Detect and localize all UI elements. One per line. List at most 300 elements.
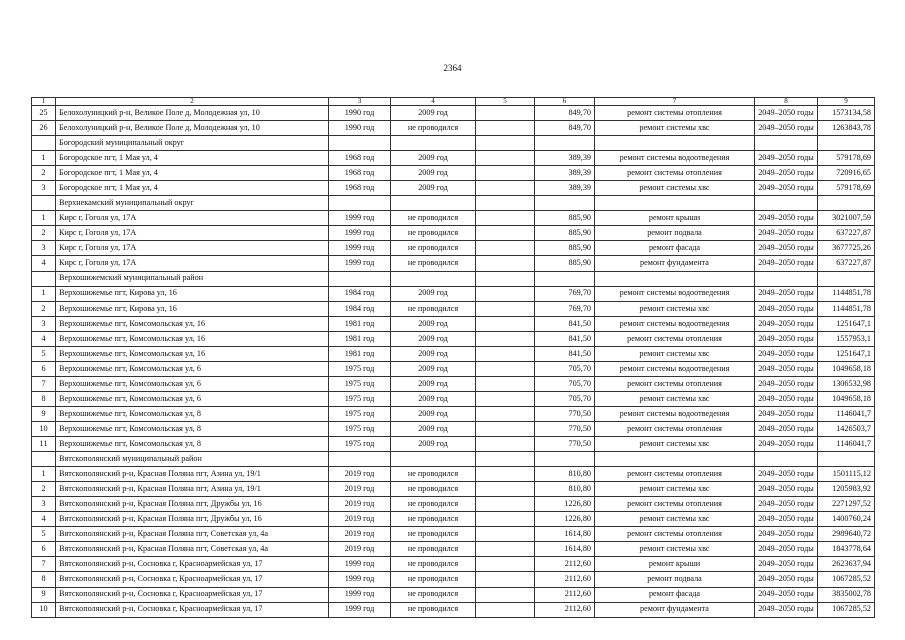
- year-cell: 1999 год: [329, 226, 391, 241]
- column-5-cell: [476, 602, 535, 617]
- column-header: 2: [56, 98, 329, 106]
- period-cell: 2049–2050 годы: [755, 181, 818, 196]
- work-type-cell: ремонт системы отопления: [595, 166, 755, 181]
- address-cell: Вятскополянский р-н, Красная Поляна пгт, Азина ул, 19/1: [56, 482, 329, 497]
- section-spacer-cell: [329, 136, 391, 151]
- cost-cell: 1049658,18: [818, 361, 875, 376]
- table-row: [32, 602, 875, 617]
- cost-cell: 579178,69: [818, 181, 875, 196]
- previous-repair-cell: не проводился: [391, 602, 476, 617]
- cost-cell: 1205983,92: [818, 482, 875, 497]
- section-spacer-cell: [391, 271, 476, 286]
- column-5-cell: [476, 226, 535, 241]
- area-cell: 2112,60: [535, 602, 595, 617]
- work-type-cell: ремонт фасада: [595, 587, 755, 602]
- row-number: 1: [32, 211, 56, 226]
- period-cell: 2049–2050 годы: [755, 241, 818, 256]
- year-cell: 1968 год: [329, 166, 391, 181]
- cost-cell: 1400760,24: [818, 512, 875, 527]
- cost-cell: 1426503,7: [818, 421, 875, 436]
- work-type-cell: ремонт системы хвс: [595, 391, 755, 406]
- year-cell: 1999 год: [329, 572, 391, 587]
- area-cell: 1614,80: [535, 542, 595, 557]
- table-row: [32, 256, 875, 271]
- previous-repair-cell: 2009 год: [391, 316, 476, 331]
- table-row: [32, 557, 875, 572]
- period-cell: 2049–2050 годы: [755, 226, 818, 241]
- row-number: 3: [32, 316, 56, 331]
- previous-repair-cell: не проводился: [391, 467, 476, 482]
- area-cell: 1614,80: [535, 527, 595, 542]
- year-cell: 2019 год: [329, 542, 391, 557]
- work-type-cell: ремонт крыши: [595, 557, 755, 572]
- address-cell: Верхошижемье пгт, Комсомольская ул, 6: [56, 361, 329, 376]
- address-cell: Белохолуницкий р-н, Великое Поле д, Молодежная ул, 10: [56, 106, 329, 121]
- area-cell: 885,90: [535, 241, 595, 256]
- row-number: 4: [32, 512, 56, 527]
- area-cell: 770,50: [535, 421, 595, 436]
- period-cell: 2049–2050 годы: [755, 527, 818, 542]
- section-spacer-cell: [32, 196, 56, 211]
- table-row: [32, 572, 875, 587]
- year-cell: 2019 год: [329, 467, 391, 482]
- row-number: 4: [32, 256, 56, 271]
- period-cell: 2049–2050 годы: [755, 376, 818, 391]
- address-cell: Верхошижемье пгт, Кирова ул, 16: [56, 301, 329, 316]
- previous-repair-cell: не проводился: [391, 256, 476, 271]
- previous-repair-cell: не проводился: [391, 482, 476, 497]
- previous-repair-cell: не проводился: [391, 226, 476, 241]
- section-spacer-cell: [329, 196, 391, 211]
- area-cell: 841,50: [535, 346, 595, 361]
- row-number: 6: [32, 361, 56, 376]
- previous-repair-cell: не проводился: [391, 572, 476, 587]
- area-cell: 885,90: [535, 256, 595, 271]
- column-header: 4: [391, 98, 476, 106]
- previous-repair-cell: 2009 год: [391, 106, 476, 121]
- cost-cell: 2989640,72: [818, 527, 875, 542]
- period-cell: 2049–2050 годы: [755, 497, 818, 512]
- row-number: 1: [32, 467, 56, 482]
- period-cell: 2049–2050 годы: [755, 316, 818, 331]
- period-cell: 2049–2050 годы: [755, 391, 818, 406]
- area-cell: 389,39: [535, 151, 595, 166]
- area-cell: 810,80: [535, 482, 595, 497]
- section-spacer-cell: [535, 452, 595, 467]
- period-cell: 2049–2050 годы: [755, 421, 818, 436]
- work-type-cell: ремонт системы отопления: [595, 331, 755, 346]
- table-row: [32, 482, 875, 497]
- address-cell: Кирс г, Гоголя ул, 17А: [56, 256, 329, 271]
- column-header: 6: [535, 98, 595, 106]
- table-row: [32, 361, 875, 376]
- table-row: [32, 497, 875, 512]
- table-row: [32, 346, 875, 361]
- row-number: 10: [32, 602, 56, 617]
- section-spacer-cell: [755, 196, 818, 211]
- area-cell: 1226,80: [535, 497, 595, 512]
- period-cell: 2049–2050 годы: [755, 467, 818, 482]
- period-cell: 2049–2050 годы: [755, 166, 818, 181]
- section-spacer-cell: [818, 136, 875, 151]
- cost-cell: 637227,87: [818, 256, 875, 271]
- table-row: [32, 316, 875, 331]
- column-5-cell: [476, 437, 535, 452]
- address-cell: Верхошижемье пгт, Комсомольская ул, 8: [56, 437, 329, 452]
- period-cell: 2049–2050 годы: [755, 211, 818, 226]
- column-5-cell: [476, 331, 535, 346]
- cost-cell: 1501115,12: [818, 467, 875, 482]
- period-cell: 2049–2050 годы: [755, 151, 818, 166]
- table-row: [32, 301, 875, 316]
- work-type-cell: ремонт системы водоотведения: [595, 406, 755, 421]
- work-type-cell: ремонт системы отопления: [595, 467, 755, 482]
- column-header: 1: [32, 98, 56, 106]
- cost-cell: 637227,87: [818, 226, 875, 241]
- section-spacer-cell: [595, 196, 755, 211]
- table-row: [32, 106, 875, 121]
- previous-repair-cell: не проводился: [391, 542, 476, 557]
- cost-cell: 1306532,98: [818, 376, 875, 391]
- table-row: [32, 226, 875, 241]
- period-cell: 2049–2050 годы: [755, 361, 818, 376]
- area-cell: 885,90: [535, 211, 595, 226]
- cost-cell: 1263843,78: [818, 121, 875, 136]
- address-cell: Верхошижемье пгт, Комсомольская ул, 16: [56, 316, 329, 331]
- section-spacer-cell: [391, 452, 476, 467]
- column-5-cell: [476, 391, 535, 406]
- previous-repair-cell: 2009 год: [391, 437, 476, 452]
- cost-cell: 1251647,1: [818, 316, 875, 331]
- previous-repair-cell: не проводился: [391, 241, 476, 256]
- row-number: 4: [32, 331, 56, 346]
- period-cell: 2049–2050 годы: [755, 286, 818, 301]
- section-title: Вятскополянский муниципальный район: [56, 452, 329, 467]
- section-spacer-cell: [476, 452, 535, 467]
- area-cell: 1226,80: [535, 512, 595, 527]
- column-5-cell: [476, 106, 535, 121]
- year-cell: 1999 год: [329, 602, 391, 617]
- section-row: [32, 196, 875, 211]
- address-cell: Вятскополянский р-н, Красная Поляна пгт, Советская ул, 4а: [56, 527, 329, 542]
- section-spacer-cell: [595, 452, 755, 467]
- row-number: 5: [32, 527, 56, 542]
- table-row: [32, 391, 875, 406]
- section-spacer-cell: [329, 452, 391, 467]
- address-cell: Богородское пгт, 1 Мая ул, 4: [56, 166, 329, 181]
- cost-cell: 1146041,7: [818, 437, 875, 452]
- table-row: [32, 331, 875, 346]
- area-cell: 2112,60: [535, 572, 595, 587]
- cost-cell: 1049658,18: [818, 391, 875, 406]
- table-row: [32, 512, 875, 527]
- section-spacer-cell: [32, 452, 56, 467]
- address-cell: Богородское пгт, 1 Мая ул, 4: [56, 181, 329, 196]
- section-spacer-cell: [476, 136, 535, 151]
- year-cell: 1999 год: [329, 211, 391, 226]
- year-cell: 1981 год: [329, 346, 391, 361]
- column-header: 5: [476, 98, 535, 106]
- row-number: 2: [32, 482, 56, 497]
- column-5-cell: [476, 256, 535, 271]
- section-spacer-cell: [595, 136, 755, 151]
- year-cell: 2019 год: [329, 497, 391, 512]
- previous-repair-cell: 2009 год: [391, 361, 476, 376]
- column-header: 3: [329, 98, 391, 106]
- row-number: 5: [32, 346, 56, 361]
- period-cell: 2049–2050 годы: [755, 572, 818, 587]
- previous-repair-cell: 2009 год: [391, 346, 476, 361]
- previous-repair-cell: 2009 год: [391, 181, 476, 196]
- year-cell: 1975 год: [329, 376, 391, 391]
- cost-cell: 1144851,78: [818, 286, 875, 301]
- row-number: 8: [32, 391, 56, 406]
- year-cell: 2019 год: [329, 512, 391, 527]
- section-spacer-cell: [595, 271, 755, 286]
- work-type-cell: ремонт системы отопления: [595, 497, 755, 512]
- address-cell: Верхошижемье пгт, Комсомольская ул, 16: [56, 346, 329, 361]
- address-cell: Белохолуницкий р-н, Великое Поле д, Молодежная ул, 10: [56, 121, 329, 136]
- table-row: [32, 241, 875, 256]
- period-cell: 2049–2050 годы: [755, 542, 818, 557]
- work-type-cell: ремонт системы хвс: [595, 301, 755, 316]
- section-row: [32, 452, 875, 467]
- column-5-cell: [476, 376, 535, 391]
- previous-repair-cell: не проводился: [391, 121, 476, 136]
- address-cell: Вятскополянский р-н, Красная Поляна пгт, Дружбы ул, 16: [56, 497, 329, 512]
- work-type-cell: ремонт системы водоотведения: [595, 286, 755, 301]
- table-row: [32, 527, 875, 542]
- period-cell: 2049–2050 годы: [755, 106, 818, 121]
- row-number: 8: [32, 572, 56, 587]
- row-number: 7: [32, 557, 56, 572]
- address-cell: Вятскополянский р-н, Красная Поляна пгт, Дружбы ул, 16: [56, 512, 329, 527]
- section-spacer-cell: [535, 136, 595, 151]
- column-5-cell: [476, 181, 535, 196]
- section-spacer-cell: [391, 196, 476, 211]
- area-cell: 849,70: [535, 106, 595, 121]
- address-cell: Вятскополянский р-н, Сосновка г, Красноармейская ул, 17: [56, 602, 329, 617]
- year-cell: 1999 год: [329, 241, 391, 256]
- year-cell: 1999 год: [329, 587, 391, 602]
- year-cell: 1975 год: [329, 361, 391, 376]
- column-5-cell: [476, 316, 535, 331]
- work-type-cell: ремонт системы отопления: [595, 421, 755, 436]
- cost-cell: 1144851,78: [818, 301, 875, 316]
- section-spacer-cell: [755, 452, 818, 467]
- work-type-cell: ремонт системы водоотведения: [595, 151, 755, 166]
- area-cell: 389,39: [535, 181, 595, 196]
- column-5-cell: [476, 151, 535, 166]
- work-type-cell: ремонт подвала: [595, 226, 755, 241]
- year-cell: 1975 год: [329, 437, 391, 452]
- address-cell: Вятскополянский р-н, Сосновка г, Красноармейская ул, 17: [56, 587, 329, 602]
- previous-repair-cell: 2009 год: [391, 391, 476, 406]
- table-row: [32, 542, 875, 557]
- table-row: [32, 437, 875, 452]
- work-type-cell: ремонт системы хвс: [595, 542, 755, 557]
- year-cell: 2019 год: [329, 527, 391, 542]
- section-spacer-cell: [535, 196, 595, 211]
- row-number: 3: [32, 241, 56, 256]
- area-cell: 810,80: [535, 467, 595, 482]
- table-row: [32, 421, 875, 436]
- period-cell: 2049–2050 годы: [755, 602, 818, 617]
- period-cell: 2049–2050 годы: [755, 301, 818, 316]
- previous-repair-cell: 2009 год: [391, 421, 476, 436]
- area-cell: 885,90: [535, 226, 595, 241]
- row-number: 2: [32, 166, 56, 181]
- address-cell: Кирс г, Гоголя ул, 17А: [56, 211, 329, 226]
- year-cell: 1975 год: [329, 391, 391, 406]
- year-cell: 1999 год: [329, 557, 391, 572]
- row-number: 1: [32, 151, 56, 166]
- previous-repair-cell: 2009 год: [391, 151, 476, 166]
- area-cell: 769,70: [535, 301, 595, 316]
- address-cell: Вятскополянский р-н, Красная Поляна пгт, Азина ул, 19/1: [56, 467, 329, 482]
- area-cell: 770,50: [535, 406, 595, 421]
- area-cell: 2112,60: [535, 587, 595, 602]
- section-spacer-cell: [476, 271, 535, 286]
- previous-repair-cell: не проводился: [391, 527, 476, 542]
- year-cell: 1984 год: [329, 286, 391, 301]
- section-spacer-cell: [476, 196, 535, 211]
- section-spacer-cell: [755, 136, 818, 151]
- table-row: [32, 286, 875, 301]
- column-5-cell: [476, 542, 535, 557]
- area-cell: 705,70: [535, 391, 595, 406]
- year-cell: 1990 год: [329, 106, 391, 121]
- section-spacer-cell: [391, 136, 476, 151]
- period-cell: 2049–2050 годы: [755, 256, 818, 271]
- section-title: Верхошижемский муниципальный район: [56, 271, 329, 286]
- work-type-cell: ремонт системы хвс: [595, 437, 755, 452]
- row-number: 6: [32, 542, 56, 557]
- work-type-cell: ремонт крыши: [595, 211, 755, 226]
- work-type-cell: ремонт системы хвс: [595, 121, 755, 136]
- column-header: 8: [755, 98, 818, 106]
- previous-repair-cell: не проводился: [391, 557, 476, 572]
- address-cell: Вятскополянский р-н, Сосновка г, Красноармейская ул, 17: [56, 572, 329, 587]
- column-5-cell: [476, 587, 535, 602]
- table-row: [32, 406, 875, 421]
- area-cell: 2112,60: [535, 557, 595, 572]
- address-cell: Кирс г, Гоголя ул, 17А: [56, 241, 329, 256]
- address-cell: Верхошижемье пгт, Комсомольская ул, 8: [56, 421, 329, 436]
- cost-cell: 1573134,58: [818, 106, 875, 121]
- previous-repair-cell: не проводился: [391, 512, 476, 527]
- area-cell: 770,50: [535, 437, 595, 452]
- section-spacer-cell: [535, 271, 595, 286]
- section-row: [32, 271, 875, 286]
- repair-schedule-table: [31, 97, 875, 618]
- previous-repair-cell: 2009 год: [391, 166, 476, 181]
- section-spacer-cell: [818, 452, 875, 467]
- row-number: 11: [32, 437, 56, 452]
- column-5-cell: [476, 406, 535, 421]
- section-spacer-cell: [755, 271, 818, 286]
- cost-cell: 3835002,78: [818, 587, 875, 602]
- row-number: 2: [32, 301, 56, 316]
- area-cell: 769,70: [535, 286, 595, 301]
- address-cell: Богородское пгт, 1 Мая ул, 4: [56, 151, 329, 166]
- cost-cell: 2271297,52: [818, 497, 875, 512]
- area-cell: 389,39: [535, 166, 595, 181]
- section-spacer-cell: [32, 271, 56, 286]
- cost-cell: 3677725,26: [818, 241, 875, 256]
- year-cell: 1975 год: [329, 421, 391, 436]
- year-cell: 1990 год: [329, 121, 391, 136]
- column-5-cell: [476, 421, 535, 436]
- section-spacer-cell: [818, 271, 875, 286]
- cost-cell: 3021007,59: [818, 211, 875, 226]
- previous-repair-cell: 2009 год: [391, 376, 476, 391]
- address-cell: Верхошижемье пгт, Кирова ул, 16: [56, 286, 329, 301]
- address-cell: Верхошижемье пгт, Комсомольская ул, 6: [56, 376, 329, 391]
- work-type-cell: ремонт системы водоотведения: [595, 316, 755, 331]
- table-row: [32, 151, 875, 166]
- year-cell: 1968 год: [329, 181, 391, 196]
- address-cell: Верхошижемье пгт, Комсомольская ул, 8: [56, 406, 329, 421]
- address-cell: Вятскополянский р-н, Красная Поляна пгт, Советская ул, 4а: [56, 542, 329, 557]
- work-type-cell: ремонт системы хвс: [595, 181, 755, 196]
- year-cell: 1999 год: [329, 256, 391, 271]
- address-cell: Кирс г, Гоголя ул, 17А: [56, 226, 329, 241]
- section-title: Верхнекамский муниципальный округ: [56, 196, 329, 211]
- section-spacer-cell: [329, 271, 391, 286]
- work-type-cell: ремонт системы отопления: [595, 376, 755, 391]
- column-5-cell: [476, 482, 535, 497]
- column-5-cell: [476, 361, 535, 376]
- previous-repair-cell: не проводился: [391, 587, 476, 602]
- work-type-cell: ремонт фундамента: [595, 602, 755, 617]
- row-number: 1: [32, 286, 56, 301]
- area-cell: 849,70: [535, 121, 595, 136]
- work-type-cell: ремонт фасада: [595, 241, 755, 256]
- year-cell: 2019 год: [329, 482, 391, 497]
- column-5-cell: [476, 527, 535, 542]
- work-type-cell: ремонт подвала: [595, 572, 755, 587]
- table-body: [32, 98, 875, 618]
- work-type-cell: ремонт системы водоотведения: [595, 361, 755, 376]
- row-number: 25: [32, 106, 56, 121]
- address-cell: Вятскополянский р-н, Сосновка г, Красноармейская ул, 17: [56, 557, 329, 572]
- address-cell: Верхошижемье пгт, Комсомольская ул, 6: [56, 391, 329, 406]
- area-cell: 841,50: [535, 331, 595, 346]
- work-type-cell: ремонт системы хвс: [595, 482, 755, 497]
- table-row: [32, 587, 875, 602]
- table-row: [32, 121, 875, 136]
- year-cell: 1968 год: [329, 151, 391, 166]
- period-cell: 2049–2050 годы: [755, 346, 818, 361]
- period-cell: 2049–2050 годы: [755, 437, 818, 452]
- work-type-cell: ремонт системы отопления: [595, 106, 755, 121]
- column-5-cell: [476, 286, 535, 301]
- section-row: [32, 136, 875, 151]
- table-row: [32, 181, 875, 196]
- year-cell: 1984 год: [329, 301, 391, 316]
- column-5-cell: [476, 301, 535, 316]
- row-number: 7: [32, 376, 56, 391]
- column-5-cell: [476, 166, 535, 181]
- work-type-cell: ремонт системы отопления: [595, 527, 755, 542]
- column-header: 9: [818, 98, 875, 106]
- column-number-row: [32, 98, 875, 106]
- previous-repair-cell: не проводился: [391, 211, 476, 226]
- period-cell: 2049–2050 годы: [755, 331, 818, 346]
- address-cell: Верхошижемье пгт, Комсомольская ул, 16: [56, 331, 329, 346]
- row-number: 3: [32, 181, 56, 196]
